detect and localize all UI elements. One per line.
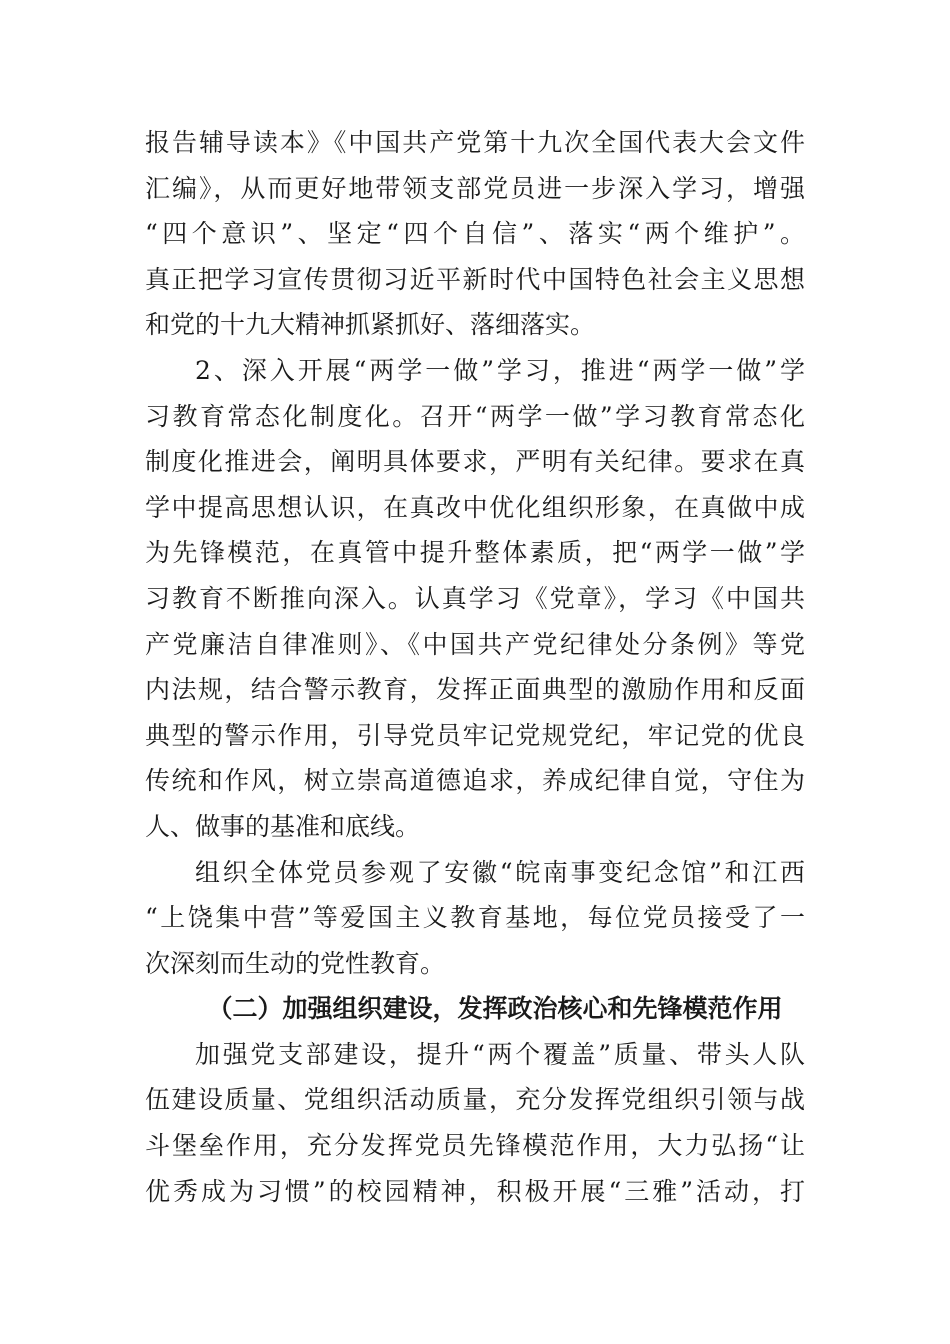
text-line: 次深刻而生动的党性教育。	[145, 948, 446, 978]
text-line: 制度化推进会，阐明具体要求，严明有关纪律。要求在真	[145, 447, 805, 477]
text-line: 优秀成为习惯”的校园精神，积极开展“三雅”活动，打	[145, 1176, 805, 1206]
section-heading: （二）加强组织建设，发挥政治核心和先锋模范作用	[207, 994, 783, 1024]
text-line: 习教育不断推向深入。认真学习《党章》，学习《中国共	[145, 583, 805, 613]
text-line: 产党廉洁自律准则》、《中国共产党纪律处分条例》等党	[145, 629, 805, 659]
text-line: 汇编》，从而更好地带领支部党员进一步深入学习，增强	[145, 173, 805, 203]
text-line: 传统和作风，树立崇高道德追求，养成纪律自觉，守住为	[145, 766, 805, 796]
text-line: 学中提高思想认识，在真改中优化组织形象，在真做中成	[145, 492, 805, 522]
paragraph-start-line: 加强党支部建设，提升“两个覆盖”质量、带头人队	[195, 1039, 805, 1069]
text-line: 习教育常态化制度化。召开“两学一做”学习教育常态化	[145, 401, 805, 431]
text-line: 真正把学习宣传贯彻习近平新时代中国特色社会主义思想	[145, 264, 805, 294]
text-line: 伍建设质量、党组织活动质量，充分发挥党组织引领与战	[145, 1085, 805, 1115]
text-line: 斗堡垒作用，充分发挥党员先锋模范作用，大力弘扬“让	[145, 1131, 805, 1161]
paragraph-start-line: 2、深入开展“两学一做”学习，推进“两学一做”学	[195, 355, 805, 385]
text-line: 为先锋模范，在真管中提升整体素质，把“两学一做”学	[145, 538, 805, 568]
text-line: 人、做事的基准和底线。	[145, 811, 421, 841]
text-line: 典型的警示作用，引导党员牢记党规党纪，牢记党的优良	[145, 720, 805, 750]
text-line: “上饶集中营”等爱国主义教育基地，每位党员接受了一	[145, 903, 805, 933]
text-line: 报告辅导读本》《中国共产党第十九次全国代表大会文件	[145, 128, 805, 157]
document-body	[145, 120, 805, 1214]
paragraph-start-line: 组织全体党员参观了安徽“皖南事变纪念馆”和江西	[195, 857, 805, 887]
text-line: 内法规，结合警示教育，发挥正面典型的激励作用和反面	[145, 675, 805, 705]
text-line: “四个意识”、坚定“四个自信”、落实“两个维护”。	[145, 219, 805, 249]
text-line: 和党的十九大精神抓紧抓好、落细落实。	[145, 310, 596, 340]
